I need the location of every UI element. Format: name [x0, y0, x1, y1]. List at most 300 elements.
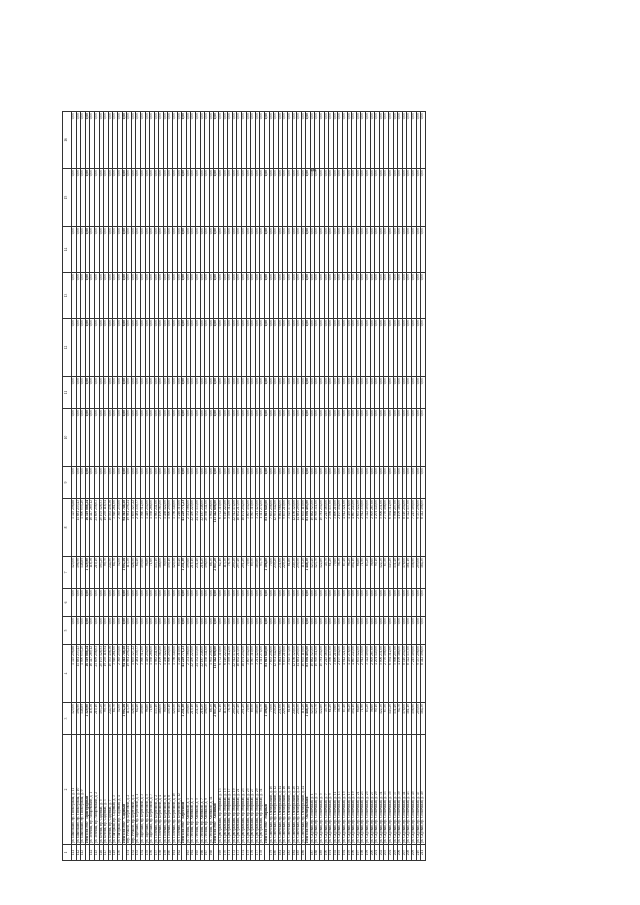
table-cell: ул. Садовая, пр. Солнечный, д. 9 — [329, 735, 334, 845]
table-cell: 0,00 — [274, 273, 279, 319]
table-cell: 0,00 — [113, 112, 118, 169]
table-cell: 190 — [324, 845, 329, 861]
table-cell: 0,00 — [154, 273, 159, 319]
table-cell: 0,00 — [260, 589, 265, 617]
table-cell: 0,00 — [416, 112, 421, 169]
table-cell: 0,00 — [361, 467, 366, 499]
table-cell: 0,00 — [94, 377, 99, 409]
table-cell: 123,40 — [310, 557, 315, 589]
table-cell: 0,00 — [159, 273, 164, 319]
table-cell: 0,00 — [136, 377, 141, 409]
table-cell: 0,00 — [237, 617, 242, 645]
table-cell: 1 325 256,88 — [72, 645, 77, 703]
table-cell: 0,00 — [150, 617, 155, 645]
table-cell: 0,00 — [90, 589, 95, 617]
table-cell: 21 699 258,03 — [94, 499, 99, 557]
table-cell: 0,00 — [219, 227, 224, 273]
table-cell: 0,00 — [255, 112, 260, 169]
table-cell: 85,40 — [177, 557, 182, 589]
table-cell: 199,60 — [186, 557, 191, 589]
table-cell: 183 — [287, 845, 292, 861]
table-cell: 0,00 — [402, 467, 407, 499]
table-cell: 0,00 — [163, 589, 168, 617]
table-cell: 0,00 — [99, 273, 104, 319]
table-cell: ул. Садовая, пр. Солнечный, д. 25 — [366, 735, 371, 845]
table-cell: 22 450 225,00 — [191, 645, 196, 703]
table-cell: 0,00 — [398, 169, 403, 227]
table-cell: 0,00 — [264, 169, 269, 227]
table-cell: 170 — [223, 845, 228, 861]
table-cell: 2 245 165,00 — [324, 499, 329, 557]
table-cell: 0,00 — [76, 617, 81, 645]
table-cell: 0,00 — [274, 319, 279, 377]
table-cell: 0,00 — [343, 227, 348, 273]
table-cell: 0,00 — [310, 273, 315, 319]
table-cell: 0,00 — [90, 467, 95, 499]
table-cell: 0,00 — [186, 273, 191, 319]
table-cell: 0,00 — [85, 112, 90, 169]
table-cell: 0,00 — [85, 589, 90, 617]
table-cell: 181,10 — [407, 557, 412, 589]
table-cell: 0,00 — [301, 467, 306, 499]
table-cell: ул. Центральная, пр. Мирный, д. 15 — [223, 735, 228, 845]
table-cell: 0,00 — [205, 112, 210, 169]
table-cell: ул. Советская, пр. Октябрьский, д. 22 — [297, 735, 302, 845]
table-cell: 185 — [297, 845, 302, 861]
table-cell: 0,00 — [347, 467, 352, 499]
table-cell: 0,00 — [219, 112, 224, 169]
table-cell: 19 981 256,24 — [127, 499, 132, 557]
table-cell: 12 931 142,00 — [274, 645, 279, 703]
table-cell: 0,00 — [122, 589, 127, 617]
table-cell: 0,00 — [246, 589, 251, 617]
table-cell: 0,00 — [333, 227, 338, 273]
table-cell: 0,00 — [333, 319, 338, 377]
table-cell: 0,00 — [127, 227, 132, 273]
table-cell: 0,00 — [72, 319, 77, 377]
table-cell: 0,00 — [163, 169, 168, 227]
table-cell: 0,00 — [122, 319, 127, 377]
table-cell: 2 857,20 — [214, 703, 219, 735]
table-cell: 0,00 — [99, 467, 104, 499]
table-cell: 0,00 — [104, 467, 109, 499]
table-cell: 230,20 — [274, 703, 279, 735]
table-cell: 0,00 — [214, 112, 219, 169]
table-cell: 11 881 233,43 — [76, 499, 81, 557]
table-cell: 0,00 — [269, 169, 274, 227]
table-cell: 52,00 — [117, 557, 122, 589]
table-cell: 0,00 — [140, 467, 145, 499]
table-cell: 85,40 — [177, 703, 182, 735]
table-cell: 0,00 — [136, 112, 141, 169]
table-cell: 7 653 258,00 — [269, 645, 274, 703]
table-cell: 0,00 — [338, 467, 343, 499]
table-cell: 1 655 327,22 — [131, 645, 136, 703]
table-cell: 0,00 — [72, 467, 77, 499]
table-cell: 0,00 — [264, 227, 269, 273]
table-cell: 16 519 888,24 — [85, 499, 90, 557]
table-cell: 3 211 425,00 — [255, 645, 260, 703]
table-cell: 0,00 — [228, 273, 233, 319]
table-cell: 0,00 — [127, 467, 132, 499]
table-cell: 0,00 — [324, 227, 329, 273]
table-cell: ул. Садовая, пр. Солнечный, д. 35 — [388, 735, 393, 845]
table-cell: 0,00 — [237, 227, 242, 273]
table-cell: 0,00 — [264, 617, 269, 645]
table-cell: 0,00 — [375, 377, 380, 409]
table-cell: 0,00 — [393, 377, 398, 409]
table-cell: 0,00 — [168, 273, 173, 319]
table-cell: 0,00 — [411, 273, 416, 319]
table-cell: 0,00 — [145, 589, 150, 617]
table-cell: 199,60 — [186, 703, 191, 735]
table-cell: 21 699 258,03 — [94, 645, 99, 703]
table-cell: 150 — [117, 845, 122, 861]
table-cell: 0,00 — [122, 273, 127, 319]
table-cell: 0,00 — [398, 589, 403, 617]
table-cell: 0,00 — [407, 617, 412, 645]
table-cell: ул. Заречная, пр. Береговой, д. 7 — [150, 735, 155, 845]
table-cell: 0,00 — [329, 467, 334, 499]
table-cell: 0,00 — [168, 319, 173, 377]
table-cell: 0,00 — [416, 377, 421, 409]
table-cell: 0,00 — [398, 273, 403, 319]
table-cell: 0,00 — [191, 227, 196, 273]
table-cell: 0,00 — [388, 377, 393, 409]
table-cell: 204 — [388, 845, 393, 861]
table-cell: ул. Центральная, пр. Мирный, д. 13 — [219, 735, 224, 845]
table-cell: 0,00 — [269, 617, 274, 645]
table-cell: 0,00 — [324, 409, 329, 467]
table-cell: 0,00 — [407, 467, 412, 499]
table-cell: 0,00 — [338, 319, 343, 377]
table-cell: 0,00 — [173, 319, 178, 377]
table-cell: 104,10 — [352, 703, 357, 735]
table-cell: 0,00 — [168, 589, 173, 617]
table-cell: 0,00 — [232, 169, 237, 227]
table-cell: 0,00 — [94, 169, 99, 227]
table-cell: 0,00 — [421, 617, 426, 645]
table-cell: 8 322 137,00 — [407, 645, 412, 703]
table-cell: 205 — [393, 845, 398, 861]
table-cell: 0,00 — [421, 467, 426, 499]
table-cell: 0,00 — [375, 319, 380, 377]
table-cell: 0,00 — [343, 467, 348, 499]
table-cell: 0,00 — [122, 467, 127, 499]
table-cell: 0,00 — [287, 112, 292, 169]
table-cell: 0,00 — [113, 467, 118, 499]
table-cell: 0,00 — [219, 589, 224, 617]
table-cell: 0,00 — [421, 227, 426, 273]
table-cell: ул. Полевая, пр. Береговой, д. 8 — [168, 735, 173, 845]
table-cell: 148,89 — [81, 703, 86, 735]
table-cell: 184 — [292, 845, 297, 861]
column-header: 5 — [63, 617, 72, 645]
table-cell: 71,60 — [150, 557, 155, 589]
table-cell: 0,00 — [228, 409, 233, 467]
table-cell: 0,00 — [324, 467, 329, 499]
table-cell: 0,00 — [72, 112, 77, 169]
table-cell: 3 025 173,00 — [287, 499, 292, 557]
column-header: 10 — [63, 409, 72, 467]
table-cell: 70,00 — [269, 557, 274, 589]
table-cell: 2 331 566,00 — [186, 645, 191, 703]
table-cell: 0,00 — [255, 589, 260, 617]
table-cell: 2 365 255,00 — [117, 645, 122, 703]
table-cell: 0,00 — [85, 319, 90, 377]
table-cell: 188,00 — [159, 557, 164, 589]
table-cell: 0,00 — [356, 319, 361, 377]
table-cell: 0,00 — [297, 467, 302, 499]
table-cell: 0,00 — [191, 169, 196, 227]
table-cell: 0,00 — [297, 112, 302, 169]
table-cell: 0,00 — [329, 617, 334, 645]
table-cell: 0,00 — [356, 227, 361, 273]
table-cell: 0,00 — [260, 409, 265, 467]
table-cell: 1 756 340,00 — [173, 645, 178, 703]
table-cell: 0,00 — [99, 112, 104, 169]
table-cell: 2 107 154,00 — [338, 645, 343, 703]
table-cell: 0,00 — [352, 409, 357, 467]
table-cell: 0,00 — [310, 169, 315, 227]
table-cell: 0,00 — [145, 377, 150, 409]
scanned-table-region — [62, 112, 583, 861]
table-cell: 0,00 — [255, 617, 260, 645]
table-cell: 0,00 — [228, 169, 233, 227]
table-cell: 0,00 — [366, 467, 371, 499]
table-cell: 0,00 — [287, 169, 292, 227]
table-cell: 0,00 — [122, 377, 127, 409]
table-cell: 18 852 213,00 — [237, 645, 242, 703]
table-cell: 0,00 — [402, 112, 407, 169]
table-cell: 0,00 — [127, 112, 132, 169]
table-cell: 180,80 — [255, 703, 260, 735]
table-cell: 0,00 — [232, 589, 237, 617]
table-cell: 0,00 — [191, 409, 196, 467]
table-cell: 0,00 — [283, 377, 288, 409]
table-cell: 197 — [356, 845, 361, 861]
table-cell: 0,00 — [310, 409, 315, 467]
table-cell: 148,89 — [81, 557, 86, 589]
table-cell: 218,20 — [200, 703, 205, 735]
table-cell: 0,00 — [333, 377, 338, 409]
table-cell: 0,00 — [370, 319, 375, 377]
table-cell: 0,00 — [117, 409, 122, 467]
table-cell: 158 — [159, 845, 164, 861]
table-cell: 0,00 — [260, 273, 265, 319]
table-cell: 0,00 — [182, 589, 187, 617]
table-cell: ул. Школьная, пр. Пионерская, д. 11 — [72, 735, 77, 845]
table-cell: 0,00 — [352, 467, 357, 499]
table-cell: 196,90 — [76, 557, 81, 589]
table-cell: 0,00 — [297, 227, 302, 273]
table-cell: ул. Бегова, пр. Садовый, д. 3 — [104, 735, 109, 845]
table-cell: 0,00 — [72, 169, 77, 227]
table-cell: 0,00 — [182, 227, 187, 273]
table-cell: ул. Лесная, пр. Хвойный, д. 11 — [209, 735, 214, 845]
table-cell: 90,10 — [375, 557, 380, 589]
table-cell: 159 — [163, 845, 168, 861]
table-cell: 211 — [421, 845, 426, 861]
table-cell: 0,00 — [343, 409, 348, 467]
table-cell: 0,00 — [131, 589, 136, 617]
table-cell: 184,30 — [421, 703, 426, 735]
table-cell: 0,00 — [140, 377, 145, 409]
table-cell: 0,00 — [145, 227, 150, 273]
table-cell: 0,00 — [127, 377, 132, 409]
table-cell: 4 109 186,00 — [398, 645, 403, 703]
table-cell: 125,00 — [72, 703, 77, 735]
table-cell: 2 857,20 — [214, 557, 219, 589]
table-cell: 0,00 — [366, 169, 371, 227]
table-cell: 118,36 — [90, 703, 95, 735]
table-cell: 10 553 458,36 — [108, 499, 113, 557]
table-cell: 0,00 — [278, 467, 283, 499]
table-cell: 0,00 — [407, 319, 412, 377]
table-cell: 0,00 — [393, 589, 398, 617]
table-cell: ул. Советская, пр. Октябрьский, д. 16 — [283, 735, 288, 845]
table-cell: 93,70 — [260, 557, 265, 589]
table-cell: 184,30 — [421, 557, 426, 589]
table-cell: 0,00 — [301, 273, 306, 319]
table-cell: 0,00 — [411, 617, 416, 645]
table-cell: 0,00 — [177, 112, 182, 169]
table-cell: 20 103 128,53 — [99, 645, 104, 703]
table-cell: ул. Советская, пр. Октябрьский, д. 18 — [287, 735, 292, 845]
table-cell: 8 412 198,00 — [421, 499, 426, 557]
table-cell: 0,00 — [260, 617, 265, 645]
table-cell: 0,00 — [94, 617, 99, 645]
table-cell: 164 — [191, 845, 196, 861]
table-cell: 0,00 — [384, 409, 389, 467]
table-cell: 0,00 — [356, 589, 361, 617]
table-cell: 83,20 — [366, 703, 371, 735]
table-cell: ул. Бегова, пр. Садовый, д. 5 — [99, 735, 104, 845]
table-cell: 0,00 — [223, 377, 228, 409]
table-cell: 0,00 — [104, 169, 109, 227]
table-cell: 0,00 — [196, 409, 201, 467]
table-cell: 0,00 — [223, 112, 228, 169]
table-cell: 0,00 — [310, 467, 315, 499]
table-cell: 1 246 310,00 — [177, 499, 182, 557]
table-cell: 0,00 — [375, 273, 380, 319]
table-cell: 0,00 — [186, 467, 191, 499]
table-cell: 4 012 321,00 — [343, 499, 348, 557]
table-cell: 179 — [269, 845, 274, 861]
table-cell: 0,00 — [168, 227, 173, 273]
table-cell: 84,70 — [113, 557, 118, 589]
table-cell: 0,00 — [154, 112, 159, 169]
table-cell: 200,20 — [232, 703, 237, 735]
table-cell: 0,00 — [131, 377, 136, 409]
table-cell: 0,00 — [416, 617, 421, 645]
table-cell: 0,00 — [150, 273, 155, 319]
table-cell: 0,00 — [251, 617, 256, 645]
table-cell: 178 — [260, 845, 265, 861]
table-cell: 192 — [333, 845, 338, 861]
table-cell: 0,00 — [388, 589, 393, 617]
table-cell: 81 036 495,00 — [306, 645, 311, 703]
table-cell: 0,00 — [310, 589, 315, 617]
table-cell: 16 447 269,12 — [90, 645, 95, 703]
table-cell: 0,00 — [145, 467, 150, 499]
table-cell: ул. Полевая, пр. Береговой, д. 10 — [173, 735, 178, 845]
table-cell: 58,30 — [338, 557, 343, 589]
table-cell: 81 036 495,00 — [306, 499, 311, 557]
table-cell: 2 481 330,77 — [136, 499, 141, 557]
table-cell: 0,00 — [407, 169, 412, 227]
table-cell: 0,00 — [255, 467, 260, 499]
table-cell: 18 852 213,00 — [237, 499, 242, 557]
table-cell: 0,00 — [81, 112, 86, 169]
table-cell: ул. Полевая, пр. Береговой, д. 4 — [159, 735, 164, 845]
table-cell: 0,00 — [246, 319, 251, 377]
table-cell: 200,20 — [232, 557, 237, 589]
table-cell: 2 556 137,00 — [329, 499, 334, 557]
table-cell: 0,00 — [324, 319, 329, 377]
table-cell: 0,00 — [232, 319, 237, 377]
table-cell: 0,00 — [72, 227, 77, 273]
table-cell: 0,00 — [223, 617, 228, 645]
table-cell: 0,00 — [173, 112, 178, 169]
table-cell: 0,00 — [421, 112, 426, 169]
table-cell: ул. Садовая, пр. Солнечный, д. 11 — [333, 735, 338, 845]
table-cell: 8 412 198,00 — [421, 645, 426, 703]
table-cell: 0,00 — [205, 589, 210, 617]
table-cell: ул. Советская, пр. Октябрьский, д. 20 — [292, 735, 297, 845]
table-cell: 128,50 — [131, 557, 136, 589]
table-cell: 0,00 — [223, 409, 228, 467]
table-cell: 0,00 — [292, 467, 297, 499]
table-cell: 0,00 — [264, 273, 269, 319]
table-cell: 0,00 — [150, 169, 155, 227]
table-cell: 0,00 — [398, 409, 403, 467]
table-cell: ул. Садовая, пр. Солнечный, д. 43 — [407, 735, 412, 845]
table-cell: 0,00 — [228, 227, 233, 273]
table-cell: 0,00 — [347, 319, 352, 377]
table-cell: 0,00 — [177, 319, 182, 377]
table-cell: 79,90 — [246, 557, 251, 589]
table-cell: 0,00 — [361, 112, 366, 169]
table-cell: 0,00 — [260, 169, 265, 227]
table-cell: 0,00 — [402, 589, 407, 617]
table-cell: 0,00 — [182, 377, 187, 409]
table-cell: 133,10 — [154, 703, 159, 735]
table-cell: 0,00 — [384, 467, 389, 499]
table-cell: 0,00 — [320, 377, 325, 409]
table-cell: 96,20 — [347, 703, 352, 735]
table-cell: 0,00 — [361, 589, 366, 617]
column-header: 8 — [63, 499, 72, 557]
table-cell: 210 — [416, 845, 421, 861]
table-cell: 0,00 — [306, 273, 311, 319]
table-cell: 198 — [361, 845, 366, 861]
table-cell: 11 881 233,43 — [76, 645, 81, 703]
table-cell: 0,00 — [310, 227, 315, 273]
table-cell: 0,00 — [104, 227, 109, 273]
table-cell: 0,00 — [228, 617, 233, 645]
table-cell: 0,00 — [384, 273, 389, 319]
table-cell: 118,36 — [90, 557, 95, 589]
table-cell: 200 — [370, 845, 375, 861]
table-cell: 201,20 — [241, 703, 246, 735]
table-cell: ул. Садовая, пр. Солнечный, д. 27 — [370, 735, 375, 845]
table-cell: 0,00 — [196, 112, 201, 169]
table-cell: 81,80 — [287, 703, 292, 735]
table-cell: 0,00 — [379, 319, 384, 377]
table-cell: 1 246 310,00 — [177, 645, 182, 703]
table-cell: 160 — [168, 845, 173, 861]
